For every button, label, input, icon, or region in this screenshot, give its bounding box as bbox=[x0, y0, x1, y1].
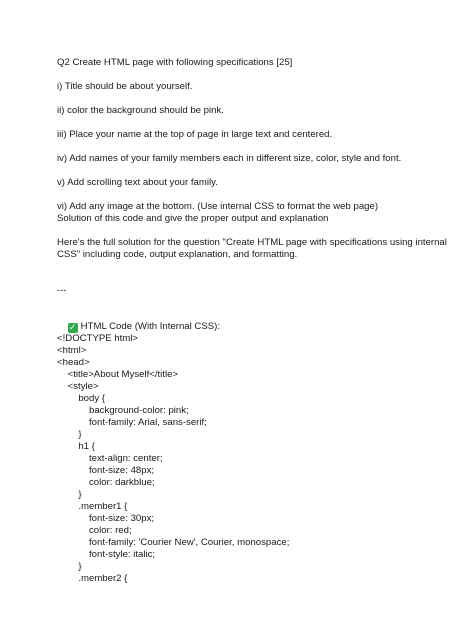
solution-line: Solution of this code and give the proper output and explanation bbox=[57, 213, 329, 224]
code-line: background-color: pink; bbox=[57, 405, 189, 416]
code-line: <style> bbox=[57, 381, 99, 392]
code-line: .member2 { bbox=[57, 573, 128, 584]
code-line: } bbox=[57, 429, 82, 440]
code-line: <head> bbox=[57, 357, 90, 368]
code-line: color: red; bbox=[57, 525, 132, 536]
spec-item-5: v) Add scrolling text about your family. bbox=[57, 177, 218, 188]
code-line: font-style: italic; bbox=[57, 549, 156, 560]
spec-item-3: iii) Place your name at the top of page in large text and centered. bbox=[57, 129, 333, 140]
intro-line-2: CSS" including code, output explanation, and formatting. bbox=[57, 249, 298, 260]
code-line: font-family: Arial, sans-serif; bbox=[57, 417, 207, 428]
code-line: text-align: center; bbox=[57, 453, 163, 464]
code-line: font-size: 48px; bbox=[57, 465, 155, 476]
code-line: color: darkblue; bbox=[57, 477, 155, 488]
spec-item-4: iv) Add names of your family members each in different size, color, style and font. bbox=[57, 153, 402, 164]
code-line: <title>About Myself</title> bbox=[57, 369, 179, 380]
code-line: font-family: 'Courier New', Courier, monospace; bbox=[57, 537, 290, 548]
question-title: Q2 Create HTML page with following specifications [25] bbox=[57, 57, 293, 68]
spec-item-2: ii) color the background should be pink. bbox=[57, 105, 224, 116]
intro-line-1: Here's the full solution for the question "Create HTML page with specifications using internal bbox=[57, 237, 447, 248]
code-line: <!DOCTYPE html> bbox=[57, 333, 139, 344]
code-line: body { bbox=[57, 393, 105, 404]
code-line: <html> bbox=[57, 345, 87, 356]
section-heading: HTML Code (With Internal CSS): bbox=[80, 321, 220, 332]
check-mark-icon: ✓ bbox=[68, 323, 77, 333]
code-line: .member1 { bbox=[57, 501, 128, 512]
code-line: } bbox=[57, 489, 82, 500]
code-line: h1 { bbox=[57, 441, 95, 452]
spec-item-1: i) Title should be about yourself. bbox=[57, 81, 193, 92]
spec-item-6: vi) Add any image at the bottom. (Use internal CSS to format the web page) bbox=[57, 201, 379, 212]
code-line: font-size: 30px; bbox=[57, 513, 155, 524]
separator: --- bbox=[57, 285, 67, 296]
code-line: } bbox=[57, 561, 82, 572]
